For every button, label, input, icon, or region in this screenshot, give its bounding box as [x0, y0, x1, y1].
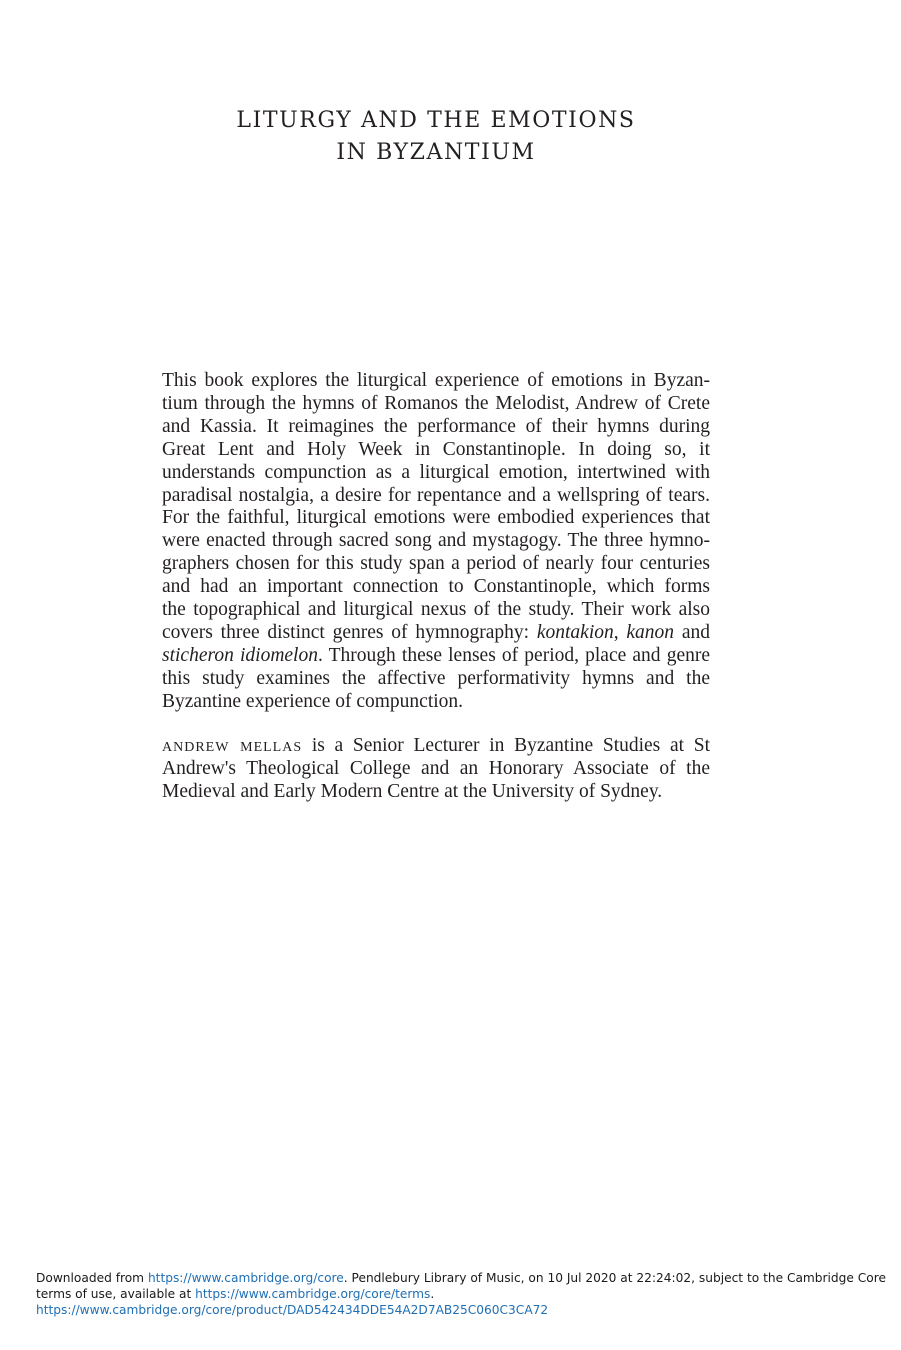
- product-link[interactable]: https://www.cambridge.org/core/product/DAD542434DDE54A2D7AB25C060C3CA72: [36, 1303, 549, 1317]
- footer-text: terms of use, available at: [36, 1287, 196, 1301]
- bio-text: is a Senior Lecturer in Byzantine Studies at St: [302, 735, 711, 756]
- description-line: For the faithful, liturgical emotions were embodied experiences that: [162, 507, 710, 529]
- book-title-line-1: LITURGY AND THE EMOTIONS: [236, 108, 636, 133]
- footer-line: [36, 1286, 876, 1302]
- footer-line: [36, 1302, 876, 1318]
- bio-line: [162, 735, 710, 758]
- description-line: This book explores the liturgical experience of emotions in Byzan-: [162, 370, 710, 391]
- genre-kontakion: kontakion: [536, 621, 614, 643]
- book-title-line-2: IN BYZANTIUM: [336, 140, 536, 165]
- footer-line: [36, 1270, 886, 1286]
- description-line: graphers chosen for this study span a period of nearly four centuries: [162, 553, 710, 575]
- description-line: this study examines the affective performativity hymns and the: [162, 667, 710, 689]
- description-text: . Through these lenses of period, place and genre: [317, 644, 710, 666]
- cambridge-core-link[interactable]: https://www.cambridge.org/core: [147, 1271, 344, 1285]
- description-line: understands compunction as a liturgical emotion, intertwined with: [162, 461, 710, 483]
- description-line: [162, 645, 710, 668]
- description-line: the topographical and liturgical nexus of the study. Their work also: [162, 599, 710, 621]
- genre-separator: ,: [613, 621, 627, 643]
- genre-sticheron-idiomelon: sticheron idiomelon: [162, 644, 318, 666]
- footer-text: Downloaded from: [36, 1271, 148, 1285]
- genre-kanon: kanon: [626, 621, 675, 643]
- description-line: paradisal nostalgia, a desire for repentance and a wellspring of tears.: [162, 484, 710, 506]
- author-bio: [162, 735, 710, 804]
- genres-intro: covers three distinct genres of hymnography:: [162, 621, 537, 643]
- description-line: tium through the hymns of Romanos the Melodist, Andrew of Crete: [162, 392, 710, 414]
- bio-line: Andrew's Theological College and an Honorary Associate of the: [162, 757, 710, 779]
- description-line: [162, 622, 710, 645]
- description-line: and had an important connection to Constantinople, which forms: [162, 576, 710, 598]
- footer-text: . Pendlebury Library of Music, on 10 Jul 2020 at 22:24:02, subject to the Cambridge Core: [343, 1271, 886, 1285]
- author-name: andrew mellas: [162, 735, 303, 756]
- genre-and: and: [674, 621, 710, 643]
- book-description: [162, 370, 710, 714]
- terms-link[interactable]: https://www.cambridge.org/core/terms: [195, 1287, 431, 1301]
- bio-line: Medieval and Early Modern Centre at the University of Sydney.: [162, 780, 663, 802]
- download-footer: [36, 1270, 886, 1318]
- description-line: were enacted through sacred song and mystagogy. The three hymno-: [162, 530, 710, 552]
- description-line: and Kassia. It reimagines the performance of their hymns during: [162, 415, 710, 437]
- footer-text: .: [430, 1287, 435, 1301]
- description-line: Byzantine experience of compunction.: [162, 690, 464, 712]
- description-line: Great Lent and Holy Week in Constantinople. In doing so, it: [162, 438, 710, 460]
